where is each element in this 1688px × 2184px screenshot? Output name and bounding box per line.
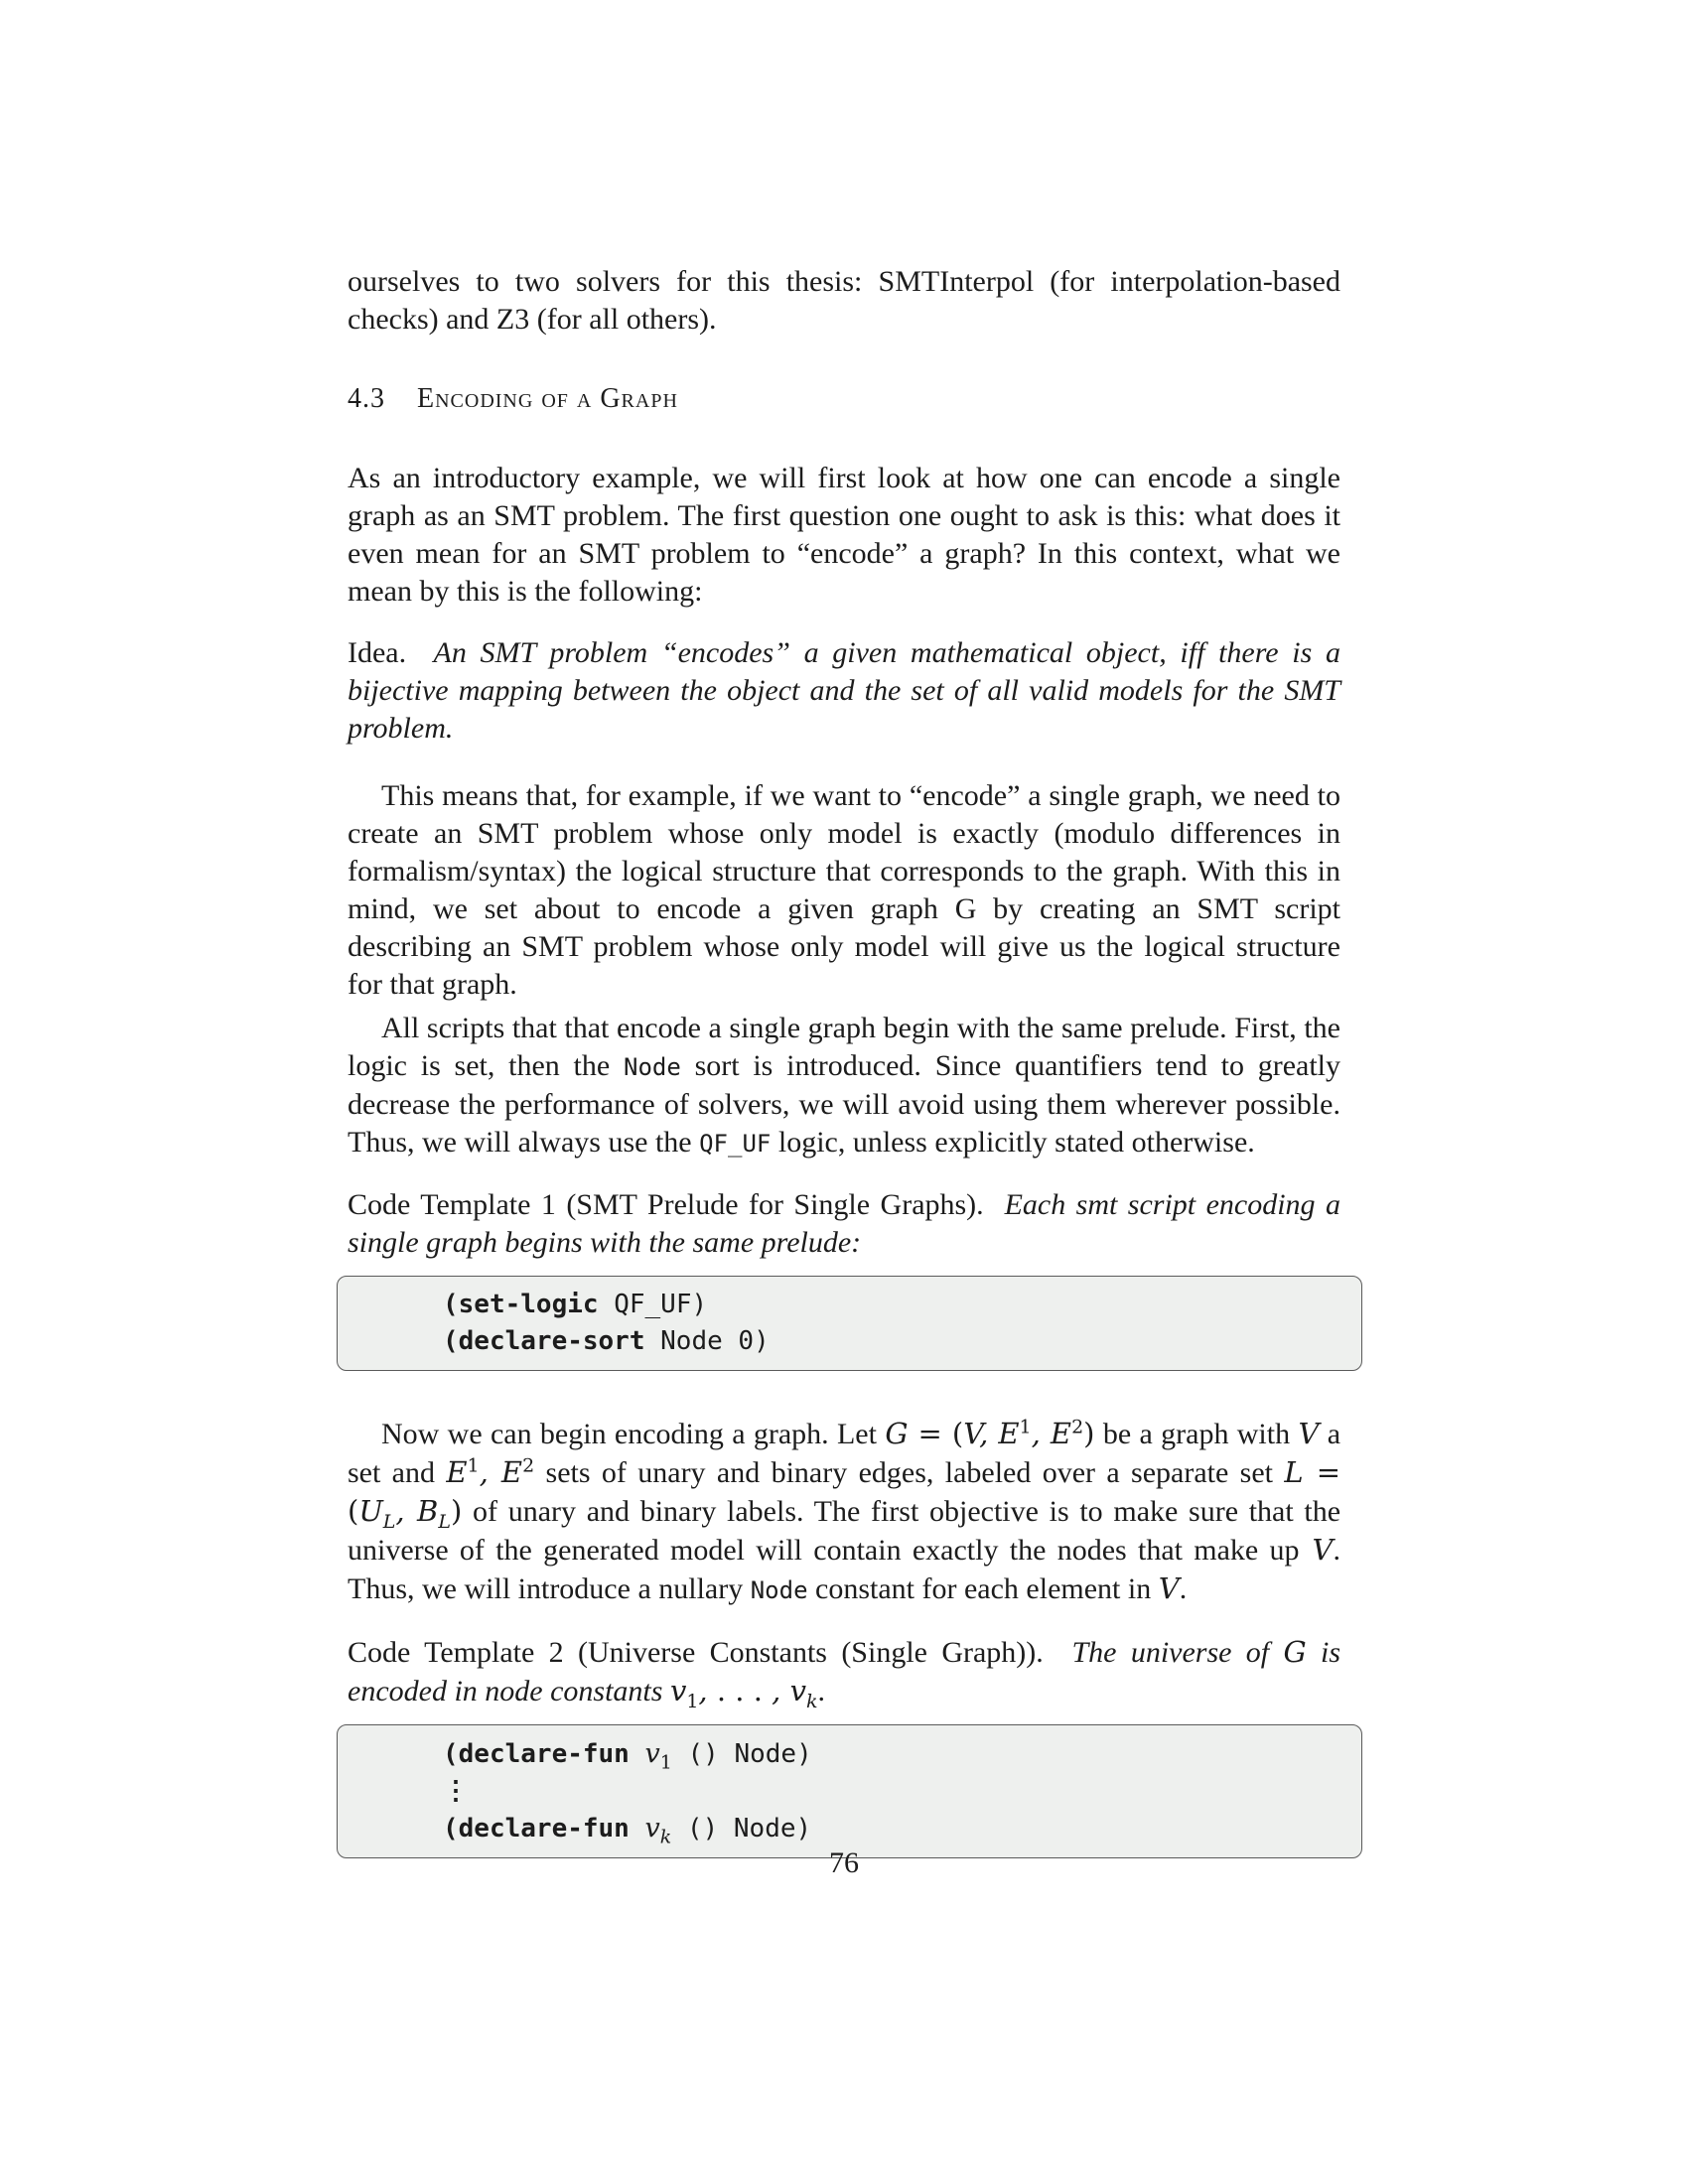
code-template-1-box bbox=[337, 1276, 1362, 1371]
code-template-1-caption bbox=[348, 1186, 1340, 1262]
paragraph-prelude bbox=[348, 1010, 1340, 1162]
page-body bbox=[348, 263, 1340, 1858]
paragraph-intro-example: As an introductory example, we will first look at how one can encode a single graph as an SMT problem. The first question one ought to ask is this: what does it even mean for an SMT problem to “encode” a graph? In this context, what we mean by this is the following: bbox=[348, 462, 1340, 608]
code-template-2-box bbox=[337, 1724, 1362, 1858]
intro-paragraph: ourselves to two solvers for this thesis: SMTInterpol (for interpolation-based checks) and Z3 (for all others). bbox=[348, 265, 1340, 336]
prelude-text-2: sort is introduced. Since quantifiers tend to greatly decrease the performance of solvers, we will avoid using them wherever possible. Thus, we will always use the bbox=[348, 1049, 1341, 1159]
prelude-text-3: logic, unless explicitly stated otherwise. bbox=[777, 1126, 1255, 1159]
template-1-label: Code Template 1 (SMT Prelude for Single Graphs). bbox=[348, 1188, 984, 1221]
code-line: (declare-sort Node 0) bbox=[443, 1326, 770, 1356]
vertical-ellipsis: ⋮ bbox=[443, 1776, 469, 1806]
template-2-label: Code Template 2 (Universe Constants (Single Graph)). bbox=[348, 1636, 1044, 1669]
paragraph-encoding-graph: Now we can begin encoding a graph. Let G = (V, $E^1$, $E^2$) be a graph with V a set and $E^1$, $E^2$ sets of unary and binary edges, labeled over a separate set $L = (U_L$, $B_L$) of unary and binary labels. The first objective is to make sure that the universe of the generated model will contain exactly the nodes that make up V. Thus, we will introduce a nullary Node constant for each element in V. bbox=[348, 1416, 1341, 1605]
paragraph-encode-meaning: This means that, for example, if we want to “encode” a single graph, we need to create an SMT problem whose only model is exactly (modulo differences in formalism/syntax) the logical structure that corresponds to the graph. With this in mind, we set about to encode a given graph G by creating an SMT script describing an SMT problem whose only model will give us the logical structure for that graph. bbox=[348, 779, 1340, 1001]
code-line: (declare-fun $v_1$ () Node) bbox=[443, 1738, 812, 1774]
idea-text: An SMT problem “encodes” a given mathematical object, iff there is a bijective mapping between the object and the set of all valid models for the SMT problem. bbox=[348, 636, 1340, 745]
math-edges: $E^1$, $E^2$ bbox=[446, 1454, 535, 1489]
template-1-text: Each smt script encoding a single graph begins with the same prelude: bbox=[348, 1188, 1340, 1259]
node-code: Node bbox=[750, 1576, 808, 1604]
math-labels: $L = (U_L$, $B_L$) bbox=[348, 1455, 1341, 1533]
math-graph-def: G = (V, $E^1$, $E^2$) bbox=[885, 1416, 1095, 1450]
node-code: Node bbox=[624, 1053, 681, 1081]
idea-block bbox=[348, 634, 1340, 748]
idea-label: Idea. bbox=[348, 636, 407, 669]
qf-uf-code: QF_UF bbox=[699, 1130, 772, 1158]
math-node-constants: $v_1$, . . . , $v_k$ bbox=[669, 1674, 818, 1712]
section-number: 4.3 bbox=[348, 383, 385, 414]
section-title: Encoding of a Graph bbox=[417, 383, 678, 414]
code-line: (set-logic QF_UF) bbox=[443, 1290, 708, 1319]
page-number: 76 bbox=[829, 1846, 859, 1879]
code-line: (declare-fun $v_k$ () Node) bbox=[443, 1813, 812, 1848]
prelude-text-1: All scripts that that encode a single graph begin with the same prelude. First, the logic is set, then the bbox=[348, 1012, 1340, 1082]
code-template-2-caption: Code Template 2 (Universe Constants (Single Graph)). The universe of G is encoded in node constants $v_1$, . . . , $v_k$. bbox=[348, 1635, 1340, 1712]
section-heading bbox=[348, 380, 1340, 418]
